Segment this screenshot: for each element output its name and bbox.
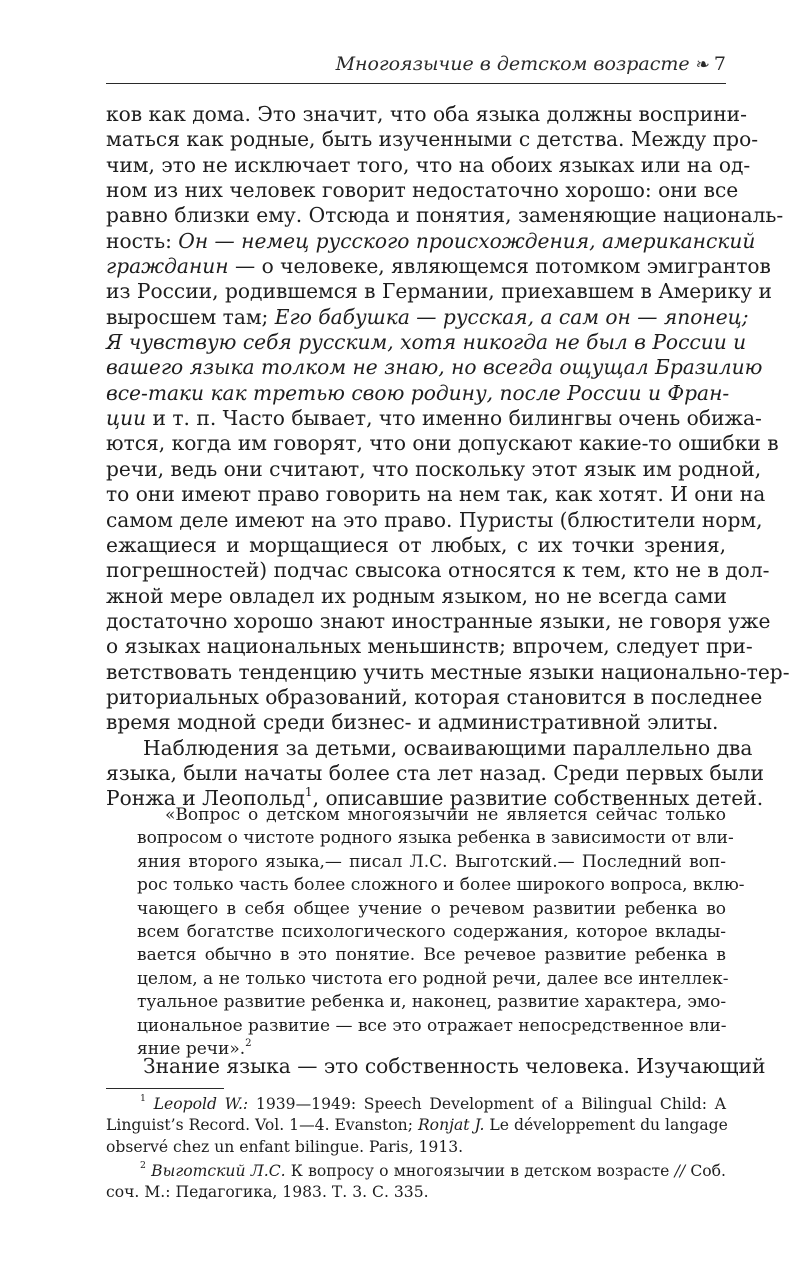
footnotes <box>106 1094 726 1203</box>
text-run: ков как дома. Это значит, что оба языка должны восприни- <box>106 102 747 126</box>
text-run: ежащиеся и морщащиеся от любых, с их точки зрения, <box>106 532 726 557</box>
text-run: жной мере овладел их родным языком, но не всегда сами <box>106 583 727 608</box>
text-line <box>106 254 771 279</box>
text-line <box>106 507 763 533</box>
italic-run: Выготский Л.С. <box>151 1161 286 1180</box>
text-run: ность: <box>106 228 179 253</box>
text-line <box>106 304 749 330</box>
text-run: ветствовать тенденцию учить местные языки национально-тер- <box>106 659 790 684</box>
paragraph-3 <box>106 1054 766 1079</box>
text-run: равно близки ему. Отсюда и понятия, заменяющие националь- <box>106 203 784 228</box>
text-line <box>137 898 726 921</box>
text-run: и т. п. Часто бывает, что именно билингвы очень обижа- <box>146 406 762 431</box>
text-line <box>106 1161 726 1182</box>
text-run: туальное развитие ребенка и, наконец, развитие характера, эмо- <box>137 992 727 1013</box>
text-run: Le développement du langage <box>484 1116 728 1135</box>
text-run: , описавшие развитие собственных детей. <box>312 786 764 811</box>
text-line <box>106 1137 726 1158</box>
footnote-ref: 2 <box>245 1037 252 1049</box>
text-line <box>106 279 773 304</box>
paragraph-2 <box>106 735 764 812</box>
text-line <box>137 851 726 874</box>
footnote-ref: 1 <box>304 784 313 799</box>
running-head-title: Многоязычие в детском возрасте <box>335 53 690 75</box>
text-run: Ронжа и Леопольд <box>106 786 305 811</box>
text-run: яние речи». <box>137 1039 246 1060</box>
text-line <box>106 330 747 355</box>
italic-run: // <box>674 1161 686 1180</box>
text-run: то они имеют право говорить на нем так, как хотят. И они на <box>106 482 766 507</box>
text-line <box>106 584 726 609</box>
text-line <box>137 968 729 991</box>
fleuron-icon: ❧ <box>695 55 710 75</box>
paragraph-1 <box>106 102 790 736</box>
text-line <box>106 431 779 456</box>
text-line <box>106 102 747 127</box>
text-line <box>106 456 762 482</box>
text-line <box>106 178 739 203</box>
text-line <box>106 152 751 178</box>
text-run: Linguist’s Record. Vol. 1—4. Evanston; <box>106 1116 418 1135</box>
footnote-rule <box>106 1088 224 1089</box>
text-run: чающего в себя общее учение о речевом развитии ребенка во <box>137 898 726 919</box>
text-run: 1939—1949: Speech Development of a Bilingual Child: A <box>248 1095 726 1113</box>
text-line <box>106 533 726 558</box>
footnote-ref: 2 <box>140 1160 146 1172</box>
text-run: языка, были начаты более ста лет назад. Среди первых были <box>106 760 764 785</box>
text-run: из России, родившемся в Германии, приехавшем в Америку и <box>106 279 773 304</box>
text-line <box>106 710 726 735</box>
text-line <box>106 228 756 254</box>
italic-run: Leopold W.: <box>153 1095 249 1113</box>
text-run: ются, когда им говорят, что они допускают какие-то ошибки в <box>106 431 779 456</box>
text-line <box>137 827 734 850</box>
text-line <box>137 944 726 967</box>
text-line <box>106 1094 726 1115</box>
text-run: самом деле имеют на это право. Пуристы (блюстители норм, <box>106 507 763 532</box>
text-run: о языках национальных меньшинств; впрочем, следует при- <box>106 634 753 659</box>
text-run: всем богатстве психологического содержания, которое вклады- <box>137 922 726 943</box>
text-run: целом, а не только чистота его родной речи, далее все интеллек- <box>137 968 729 989</box>
italic-run: Я чувствую себя русским, хотя никогда не был в России и <box>106 330 747 355</box>
text-run: маться как родные, быть изученными с детства. Между про- <box>106 127 759 152</box>
text-run: риториальных образований, которая становится в последнее <box>106 684 763 709</box>
text-line <box>106 406 762 431</box>
text-run: яния второго языка,— писал Л.С. Выготский.— Последний воп- <box>137 851 726 872</box>
italic-run: вашего языка толком не знаю, но всегда ощущал Бразилию <box>106 355 763 380</box>
text-line <box>137 1015 726 1038</box>
text-line <box>106 634 753 659</box>
text-run: достаточно хорошо знают иностранные языки, не говоря уже <box>106 608 771 633</box>
italic-run: все-таки как третью свою родину, после России и Фран- <box>106 380 730 405</box>
text-line <box>106 1054 766 1079</box>
text-run: К вопросу о многоязычии в детском возрасте <box>285 1161 675 1180</box>
text-run: погрешностей) подчас свысока относятся к тем, кто не в дол- <box>106 558 770 583</box>
text-line <box>106 608 771 634</box>
main-text <box>106 102 790 812</box>
text-run: observé chez un enfant bilingue. Paris, 1913. <box>106 1137 464 1156</box>
text-run: соч. М.: Педагогика, 1983. Т. 3. С. 335. <box>106 1183 429 1202</box>
text-run: — о человеке, являющемся потомком эмигрантов <box>228 254 771 279</box>
text-line <box>137 804 726 827</box>
text-run: циональное развитие — все это отражает непосредственное вли- <box>137 1015 727 1036</box>
italic-run: ции <box>106 406 147 431</box>
text-run: речи, ведь они считают, что поскольку этот язык им родной, <box>106 456 762 481</box>
text-run: рос только часть более сложного и более широкого вопроса, вклю- <box>137 875 745 896</box>
footnote-ref: 1 <box>140 1093 146 1105</box>
text-line <box>106 482 766 507</box>
text-run: Знание языка — это собственность человека. Изучающий <box>143 1054 766 1078</box>
text-run: «Вопрос о детском многоязычии не является сейчас только <box>165 805 726 825</box>
italic-run: Он — немец русского происхождения, американский <box>178 228 756 253</box>
text-line <box>137 921 726 944</box>
text-line <box>137 874 745 897</box>
page-number: 7 <box>713 53 726 75</box>
italic-run: Ronjat J. <box>417 1116 485 1135</box>
text-run <box>146 1095 154 1113</box>
text-line <box>106 735 753 761</box>
text-run: ном из них человек говорит недостаточно хорошо: они все <box>106 178 739 203</box>
text-run: выросшем там; <box>106 304 275 329</box>
italic-run: гражданин <box>106 254 229 279</box>
text-run: вопросом о чистоте родного языка ребенка в зависимости от вли- <box>137 828 734 849</box>
text-line <box>106 1182 726 1203</box>
vygotsky-quote <box>137 804 745 1061</box>
text-line <box>106 380 730 406</box>
text-line <box>106 659 790 685</box>
text-line <box>106 1115 726 1136</box>
text-run: чим, это не исключает того, что на обоих языках или на од- <box>106 152 751 177</box>
text-run: Соб. <box>685 1161 726 1180</box>
text-line <box>137 991 726 1014</box>
italic-run: Его бабушка — русская, а сам он — японец; <box>274 304 749 329</box>
text-run: время модной среди бизнес- и административной элиты. <box>106 710 719 735</box>
text-line <box>106 558 770 583</box>
header-rule <box>106 83 726 84</box>
footnote-1 <box>106 1094 726 1158</box>
text-line <box>106 684 763 710</box>
text-line <box>106 127 759 152</box>
running-head <box>106 50 726 80</box>
text-line <box>106 203 784 228</box>
footnote-2 <box>106 1161 726 1204</box>
text-run: Наблюдения за детьми, осваивающими параллельно два <box>143 735 753 760</box>
text-line <box>106 355 763 380</box>
text-run: вается обычно в это понятие. Все речевое развитие ребенка в <box>137 945 726 966</box>
text-line <box>106 760 764 786</box>
